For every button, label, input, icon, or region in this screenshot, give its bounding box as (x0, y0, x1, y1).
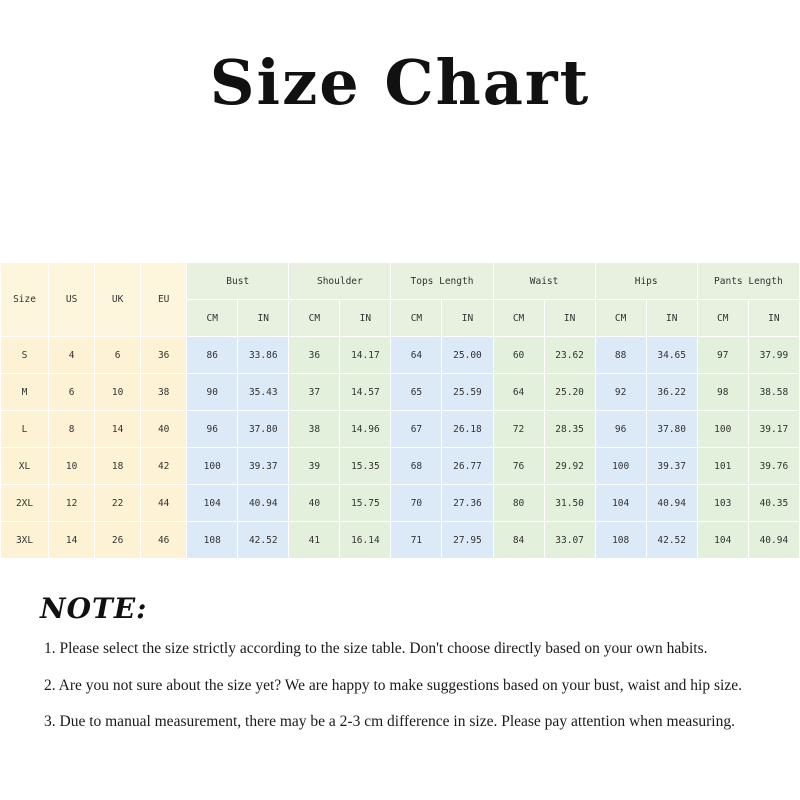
cell-hips-in: 37.80 (646, 411, 697, 448)
table-group-header-row (1, 263, 800, 300)
cell-shoulder-cm: 41 (289, 522, 340, 559)
header-size: Size (1, 263, 49, 337)
size-chart-table (0, 262, 800, 559)
cell-hips-cm: 100 (595, 448, 646, 485)
page-title: Size Chart (209, 46, 591, 119)
cell-eu: 46 (141, 522, 187, 559)
cell-bust-cm: 96 (187, 411, 238, 448)
cell-us: 4 (49, 337, 95, 374)
cell-bust-in: 35.43 (238, 374, 289, 411)
cell-pants-length-cm: 101 (697, 448, 748, 485)
cell-hips-in: 39.37 (646, 448, 697, 485)
cell-pants-length-in: 40.35 (748, 485, 799, 522)
cell-bust-in: 37.80 (238, 411, 289, 448)
cell-bust-cm: 108 (187, 522, 238, 559)
cell-eu: 36 (141, 337, 187, 374)
header-waist: Waist (493, 263, 595, 300)
cell-shoulder-in: 15.35 (340, 448, 391, 485)
cell-bust-in: 39.37 (238, 448, 289, 485)
cell-pants-length-cm: 104 (697, 522, 748, 559)
unit-waist-cm: CM (493, 300, 544, 337)
header-uk: UK (95, 263, 141, 337)
cell-bust-in: 42.52 (238, 522, 289, 559)
cell-pants-length-in: 39.76 (748, 448, 799, 485)
cell-uk: 14 (95, 411, 141, 448)
cell-waist-in: 33.07 (544, 522, 595, 559)
cell-shoulder-in: 15.75 (340, 485, 391, 522)
cell-tops-length-cm: 64 (391, 337, 442, 374)
header-shoulder: Shoulder (289, 263, 391, 300)
header-tops-length: Tops Length (391, 263, 493, 300)
cell-bust-cm: 100 (187, 448, 238, 485)
cell-tops-length-in: 27.36 (442, 485, 493, 522)
cell-uk: 6 (95, 337, 141, 374)
cell-eu: 42 (141, 448, 187, 485)
note-list (40, 640, 770, 750)
cell-tops-length-cm: 65 (391, 374, 442, 411)
cell-bust-in: 33.86 (238, 337, 289, 374)
header-bust: Bust (187, 263, 289, 300)
cell-pants-length-in: 37.99 (748, 337, 799, 374)
cell-bust-cm: 104 (187, 485, 238, 522)
cell-shoulder-in: 14.96 (340, 411, 391, 448)
cell-size: 3XL (1, 522, 49, 559)
cell-tops-length-in: 25.59 (442, 374, 493, 411)
note-heading: NOTE: (40, 592, 148, 625)
cell-us: 14 (49, 522, 95, 559)
cell-tops-length-cm: 67 (391, 411, 442, 448)
size-chart-table-wrap (0, 262, 800, 559)
cell-size: 2XL (1, 485, 49, 522)
cell-shoulder-in: 16.14 (340, 522, 391, 559)
cell-shoulder-cm: 40 (289, 485, 340, 522)
unit-waist-in: IN (544, 300, 595, 337)
cell-pants-length-cm: 97 (697, 337, 748, 374)
unit-pants-length-cm: CM (697, 300, 748, 337)
cell-size: XL (1, 448, 49, 485)
cell-shoulder-cm: 37 (289, 374, 340, 411)
table-row (1, 411, 800, 448)
cell-waist-in: 31.50 (544, 485, 595, 522)
cell-us: 8 (49, 411, 95, 448)
unit-shoulder-in: IN (340, 300, 391, 337)
table-body (1, 337, 800, 559)
cell-tops-length-in: 25.00 (442, 337, 493, 374)
cell-shoulder-cm: 36 (289, 337, 340, 374)
cell-shoulder-cm: 38 (289, 411, 340, 448)
table-row (1, 448, 800, 485)
cell-uk: 18 (95, 448, 141, 485)
cell-waist-cm: 76 (493, 448, 544, 485)
cell-tops-length-in: 26.18 (442, 411, 493, 448)
cell-hips-in: 42.52 (646, 522, 697, 559)
unit-bust-cm: CM (187, 300, 238, 337)
cell-shoulder-in: 14.57 (340, 374, 391, 411)
cell-waist-cm: 84 (493, 522, 544, 559)
table-row (1, 522, 800, 559)
cell-size: M (1, 374, 49, 411)
cell-hips-in: 40.94 (646, 485, 697, 522)
cell-hips-in: 34.65 (646, 337, 697, 374)
cell-pants-length-cm: 100 (697, 411, 748, 448)
cell-eu: 40 (141, 411, 187, 448)
table-row (1, 337, 800, 374)
table-head (1, 263, 800, 337)
cell-hips-cm: 96 (595, 411, 646, 448)
cell-waist-cm: 64 (493, 374, 544, 411)
cell-pants-length-cm: 98 (697, 374, 748, 411)
cell-hips-cm: 108 (595, 522, 646, 559)
cell-uk: 22 (95, 485, 141, 522)
cell-waist-in: 28.35 (544, 411, 595, 448)
cell-tops-length-cm: 68 (391, 448, 442, 485)
cell-bust-cm: 86 (187, 337, 238, 374)
unit-hips-in: IN (646, 300, 697, 337)
cell-pants-length-in: 40.94 (748, 522, 799, 559)
cell-hips-in: 36.22 (646, 374, 697, 411)
cell-waist-cm: 60 (493, 337, 544, 374)
cell-us: 12 (49, 485, 95, 522)
cell-size: L (1, 411, 49, 448)
unit-pants-length-in: IN (748, 300, 799, 337)
cell-eu: 44 (141, 485, 187, 522)
cell-shoulder-cm: 39 (289, 448, 340, 485)
cell-shoulder-in: 14.17 (340, 337, 391, 374)
cell-waist-in: 29.92 (544, 448, 595, 485)
cell-tops-length-cm: 70 (391, 485, 442, 522)
unit-shoulder-cm: CM (289, 300, 340, 337)
cell-waist-cm: 72 (493, 411, 544, 448)
cell-pants-length-cm: 103 (697, 485, 748, 522)
cell-us: 6 (49, 374, 95, 411)
cell-uk: 26 (95, 522, 141, 559)
cell-size: S (1, 337, 49, 374)
header-us: US (49, 263, 95, 337)
note-item: 1. Please select the size strictly according to the size table. Don't choose directly based on your own habits. (44, 640, 708, 657)
cell-uk: 10 (95, 374, 141, 411)
header-pants-length: Pants Length (697, 263, 799, 300)
cell-tops-length-cm: 71 (391, 522, 442, 559)
cell-tops-length-in: 27.95 (442, 522, 493, 559)
cell-bust-cm: 90 (187, 374, 238, 411)
unit-hips-cm: CM (595, 300, 646, 337)
note-item: 3. Due to manual measurement, there may be a 2-3 cm difference in size. Please pay attention when measuring. (44, 713, 735, 731)
cell-eu: 38 (141, 374, 187, 411)
unit-tops-length-in: IN (442, 300, 493, 337)
cell-waist-in: 23.62 (544, 337, 595, 374)
cell-pants-length-in: 38.58 (748, 374, 799, 411)
unit-tops-length-cm: CM (391, 300, 442, 337)
cell-us: 10 (49, 448, 95, 485)
cell-hips-cm: 92 (595, 374, 646, 411)
table-row (1, 485, 800, 522)
header-eu: EU (141, 263, 187, 337)
header-hips: Hips (595, 263, 697, 300)
cell-pants-length-in: 39.17 (748, 411, 799, 448)
cell-bust-in: 40.94 (238, 485, 289, 522)
cell-waist-in: 25.20 (544, 374, 595, 411)
cell-tops-length-in: 26.77 (442, 448, 493, 485)
cell-hips-cm: 88 (595, 337, 646, 374)
note-item: 2. Are you not sure about the size yet? We are happy to make suggestions based on your bust, waist and hip size. (44, 676, 742, 694)
cell-waist-cm: 80 (493, 485, 544, 522)
table-row (1, 374, 800, 411)
unit-bust-in: IN (238, 300, 289, 337)
cell-hips-cm: 104 (595, 485, 646, 522)
